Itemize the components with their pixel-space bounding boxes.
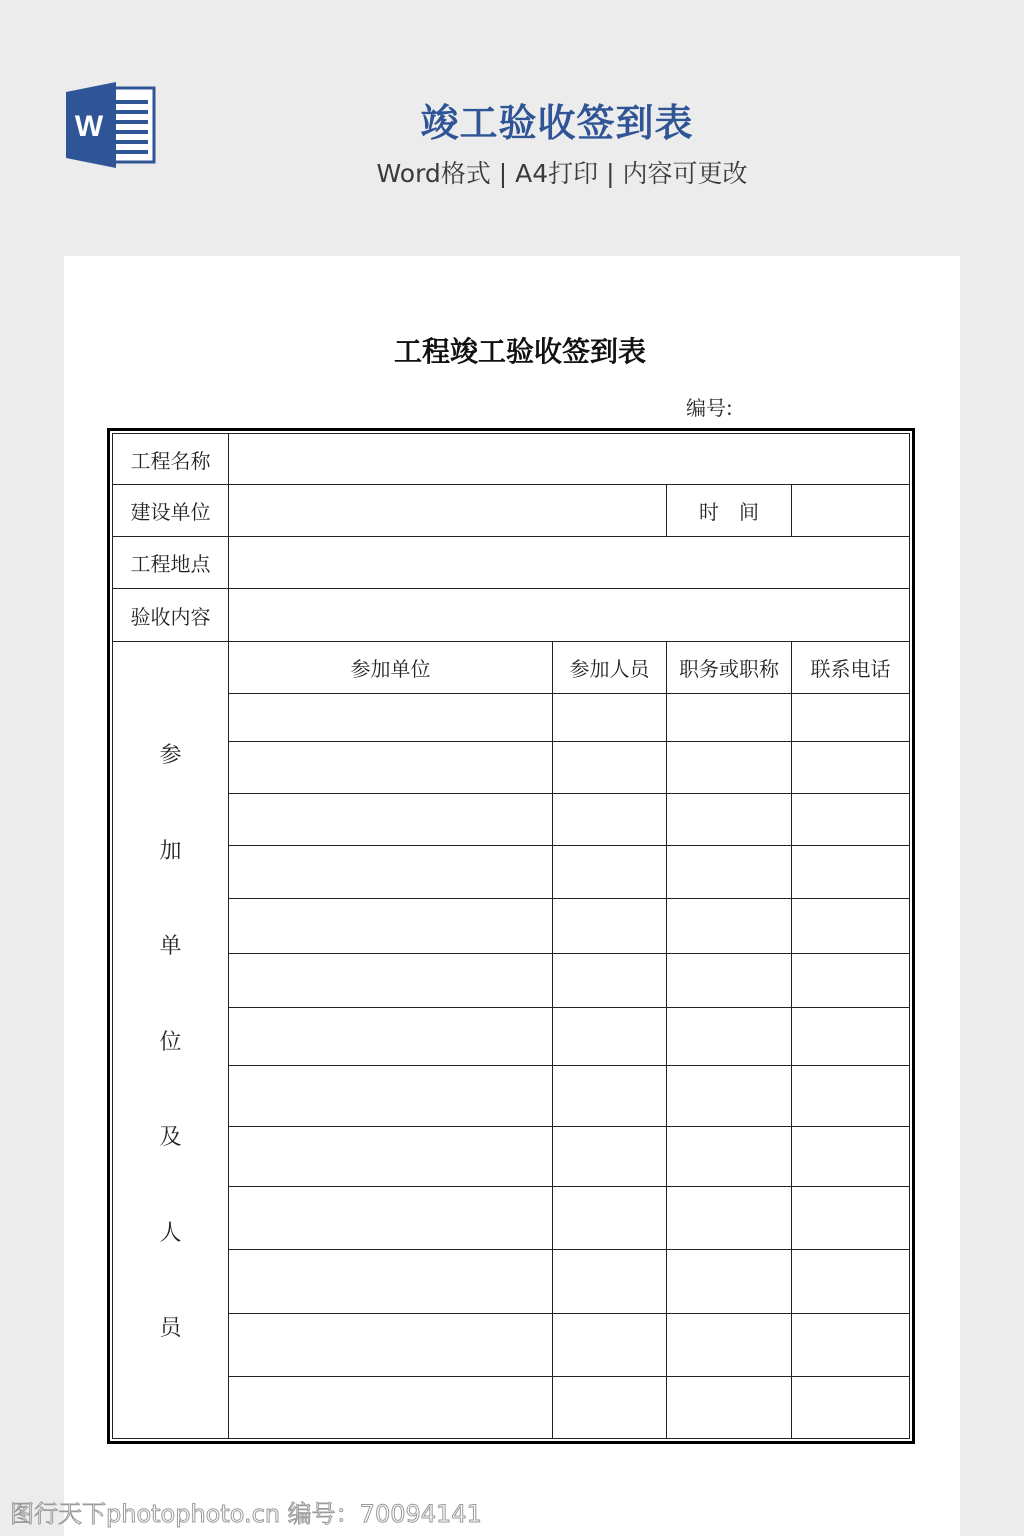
field-time[interactable] [792,485,910,537]
participant-row [113,793,910,845]
cell-unit[interactable] [229,1187,553,1250]
cell-person[interactable] [553,741,667,793]
cell-title[interactable] [667,953,792,1007]
cell-title[interactable] [667,1313,792,1376]
sign-in-table [112,433,910,1439]
cell-unit[interactable] [229,1008,553,1066]
cell-unit[interactable] [229,953,553,1007]
cell-unit[interactable] [229,1127,553,1187]
cell-title[interactable] [667,845,792,898]
participants-side-label [113,642,229,1439]
cell-person[interactable] [553,1376,667,1438]
cell-title[interactable] [667,898,792,953]
cell-phone[interactable] [792,898,910,953]
header-subtitle: Word格式 | A4打印 | 内容可更改 [376,159,748,188]
label-content: 验收内容 [113,589,229,642]
header-unit: 参加单位 [229,642,553,694]
participants-header-row [113,642,910,694]
cell-person[interactable] [553,845,667,898]
cell-title[interactable] [667,741,792,793]
cell-phone[interactable] [792,1127,910,1187]
cell-person[interactable] [553,1313,667,1376]
label-location: 工程地点 [113,537,229,589]
header-title: 职务或职称 [667,642,792,694]
cell-phone[interactable] [792,741,910,793]
header-title: 竣工验收签到表 [420,101,694,145]
participant-row [113,1187,910,1250]
document-title: 工程竣工验收签到表 [393,335,646,368]
sign-in-table-frame [107,428,915,1444]
cell-person[interactable] [553,793,667,845]
row-content [113,589,910,642]
cell-phone[interactable] [792,1066,910,1127]
cell-unit[interactable] [229,1066,553,1127]
side-char: 及 [159,1125,182,1151]
field-builder[interactable] [229,485,667,537]
cell-title[interactable] [667,694,792,741]
cell-person[interactable] [553,694,667,741]
participant-row [113,1376,910,1438]
cell-title[interactable] [667,1127,792,1187]
participant-row [113,1008,910,1066]
cell-phone[interactable] [792,1313,910,1376]
cell-title[interactable] [667,1008,792,1066]
cell-unit[interactable] [229,741,553,793]
cell-person[interactable] [553,1250,667,1313]
participant-row [113,953,910,1007]
cell-phone[interactable] [792,1376,910,1438]
cell-phone[interactable] [792,1187,910,1250]
cell-unit[interactable] [229,898,553,953]
field-location[interactable] [229,537,910,589]
side-char: 单 [159,934,182,960]
participant-row [113,1313,910,1376]
cell-unit[interactable] [229,793,553,845]
header-person: 参加人员 [553,642,667,694]
cell-unit[interactable] [229,1313,553,1376]
row-project-name [113,434,910,485]
side-char: 加 [159,838,182,864]
cell-title[interactable] [667,1376,792,1438]
cell-title[interactable] [667,793,792,845]
field-content[interactable] [229,589,910,642]
cell-unit[interactable] [229,1376,553,1438]
cell-phone[interactable] [792,845,910,898]
row-builder [113,485,910,537]
cell-unit[interactable] [229,845,553,898]
cell-phone[interactable] [792,953,910,1007]
cell-unit[interactable] [229,1250,553,1313]
number-label: 编号: [686,396,733,420]
participant-row [113,1066,910,1127]
watermark: 图行天下photophoto.cn 编号：70094141 [10,1500,482,1528]
side-char: 人 [159,1220,182,1246]
label-builder: 建设单位 [113,485,229,537]
word-logo-letter: W [74,110,104,143]
cell-person[interactable] [553,953,667,1007]
participant-row [113,898,910,953]
cell-phone[interactable] [792,1008,910,1066]
cell-person[interactable] [553,1008,667,1066]
participant-row [113,845,910,898]
cell-person[interactable] [553,898,667,953]
label-time: 时 间 [667,485,792,537]
document-page [64,256,960,1536]
header-phone: 联系电话 [792,642,910,694]
participant-row [113,741,910,793]
field-project-name[interactable] [229,434,910,485]
cell-phone[interactable] [792,694,910,741]
row-location [113,537,910,589]
side-char: 参 [159,743,182,769]
participant-row [113,694,910,741]
cell-title[interactable] [667,1187,792,1250]
side-char: 位 [159,1029,182,1055]
cell-title[interactable] [667,1066,792,1127]
cell-person[interactable] [553,1187,667,1250]
cell-unit[interactable] [229,694,553,741]
participant-row [113,1127,910,1187]
cell-phone[interactable] [792,1250,910,1313]
cell-person[interactable] [553,1066,667,1127]
cell-title[interactable] [667,1250,792,1313]
label-project-name: 工程名称 [113,434,229,485]
participant-row [113,1250,910,1313]
cell-person[interactable] [553,1127,667,1187]
side-char: 员 [159,1316,182,1342]
cell-phone[interactable] [792,793,910,845]
